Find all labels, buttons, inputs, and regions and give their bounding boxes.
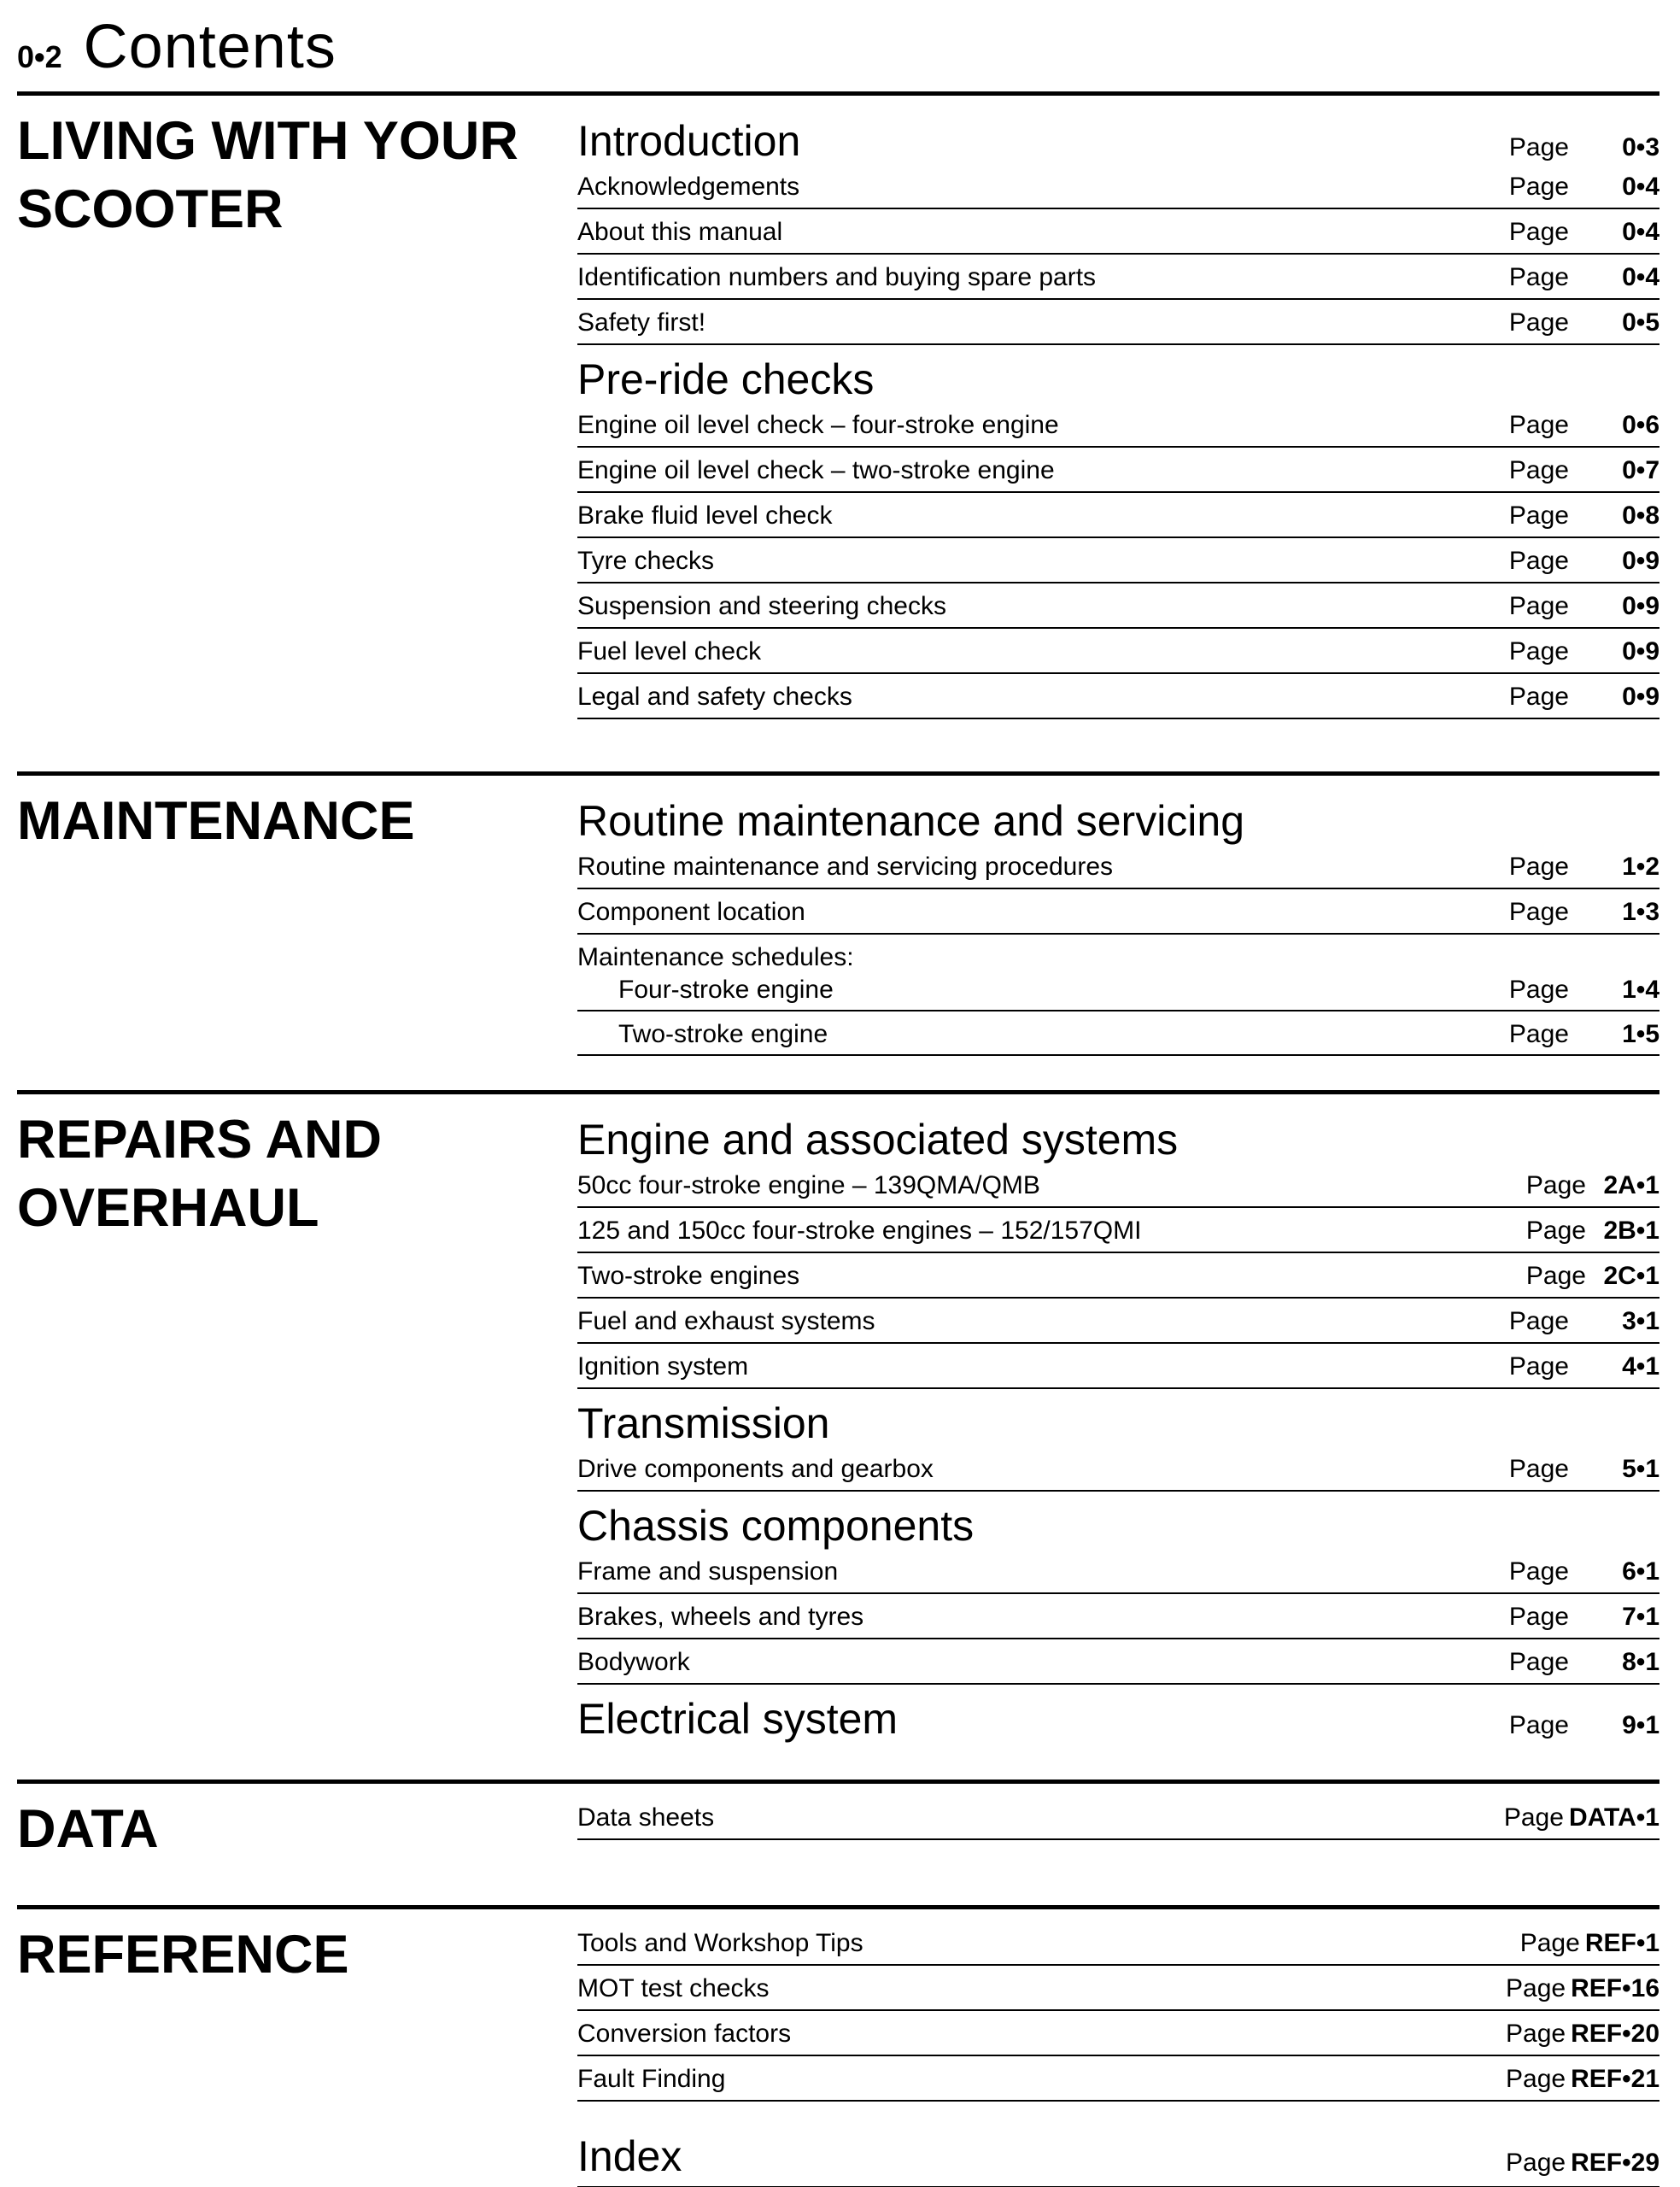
section-label	[17, 1920, 577, 2187]
group-heading-label: Introduction	[577, 117, 801, 165]
page-number-value: 0•5	[1622, 308, 1660, 337]
toc-section	[17, 1905, 1660, 2187]
page-ref	[1506, 1976, 1660, 2002]
toc-item-label: Two-stroke engines	[577, 1262, 800, 1290]
page-number-value: DATA•1	[1568, 1803, 1660, 1832]
page-word-label: Page	[1508, 456, 1569, 484]
page-number-value: 0•4	[1622, 263, 1660, 291]
toc-item	[577, 629, 1660, 674]
page-word-label: Page	[1508, 218, 1569, 246]
toc-item	[577, 1549, 1660, 1594]
group-heading	[577, 799, 1660, 844]
toc-item	[577, 1594, 1660, 1639]
section-content	[577, 1105, 1660, 1742]
page-number-value: 5•1	[1622, 1455, 1660, 1483]
page-number-value: 2A•1	[1603, 1171, 1660, 1199]
page-word-label: Page	[1508, 133, 1569, 161]
toc-item	[577, 967, 1660, 1011]
page-ref	[1509, 900, 1660, 925]
toc-item-label: Maintenance schedules:	[577, 943, 854, 971]
toc-item	[577, 448, 1660, 493]
toc-item-label: Routine maintenance and servicing procedures	[577, 853, 1114, 881]
toc-item-label: Tyre checks	[577, 547, 715, 575]
group-heading	[577, 119, 1660, 164]
page-ref	[1509, 413, 1660, 438]
toc-section	[17, 91, 1660, 771]
page-word-label: Page	[1508, 1020, 1569, 1048]
page-word-label: Page	[1506, 2065, 1566, 2093]
page-ref	[1509, 135, 1660, 161]
page-word-label: Page	[1519, 1929, 1580, 1957]
page-word-label: Page	[1508, 1455, 1569, 1483]
page-ref	[1509, 503, 1660, 529]
page-number-value: REF•1	[1584, 1929, 1660, 1957]
page-ref	[1509, 1309, 1660, 1334]
page-ref	[1509, 265, 1660, 290]
page-word-label: Page	[1525, 1217, 1586, 1245]
toc-item	[577, 538, 1660, 583]
toc-item	[577, 255, 1660, 300]
page-word-label: Page	[1508, 1603, 1569, 1631]
toc-section	[17, 1090, 1660, 1780]
page-number-value: 0•8	[1622, 501, 1660, 530]
group-heading-label: Index	[577, 2132, 682, 2180]
page-ref	[1509, 548, 1660, 574]
toc-item	[577, 493, 1660, 538]
toc-item-label: 125 and 150cc four-stroke engines – 152/157QMI	[577, 1217, 1142, 1245]
page-ref	[1509, 1713, 1660, 1738]
section-label	[17, 1105, 577, 1742]
toc-item	[577, 1163, 1660, 1208]
toc-item-label: Tools and Workshop Tips	[577, 1929, 863, 1957]
toc-item-label: Suspension and steering checks	[577, 592, 946, 620]
toc-item	[577, 844, 1660, 889]
page-ref	[1526, 1173, 1660, 1199]
toc-item	[577, 935, 1660, 971]
page-ref	[1509, 594, 1660, 619]
group-heading-label: Chassis components	[577, 1502, 975, 1550]
page-ref	[1509, 310, 1660, 336]
page-number-value: 9•1	[1622, 1711, 1660, 1739]
page-number-value: 7•1	[1622, 1603, 1660, 1631]
toc-item	[577, 1011, 1660, 1056]
page-ref	[1520, 1931, 1660, 1956]
toc-item-label: Data sheets	[577, 1803, 715, 1832]
toc-item-label: Two-stroke engine	[618, 1020, 828, 1048]
page-word-label: Page	[1508, 898, 1569, 926]
toc-item	[577, 209, 1660, 255]
page-ref	[1504, 1805, 1660, 1831]
toc-item-label: Frame and suspension	[577, 1557, 839, 1586]
section-label-line: DATA	[17, 1799, 159, 1859]
toc-item	[577, 402, 1660, 448]
group-heading	[577, 1697, 1660, 1742]
page-number-value: 8•1	[1622, 1648, 1660, 1676]
toc-item-label: Legal and safety checks	[577, 683, 852, 711]
section-content	[577, 1795, 1660, 1863]
page-number-value: 0•4	[1622, 218, 1660, 246]
page-word-label: Page	[1506, 1974, 1566, 2002]
page-word-label: Page	[1508, 1648, 1569, 1676]
toc-item-label: Component location	[577, 898, 805, 926]
page-number-value: 1•4	[1622, 976, 1660, 1004]
page-header	[17, 0, 1660, 91]
page-ref	[1509, 1457, 1660, 1482]
page-word-label: Page	[1508, 853, 1569, 881]
page-word-label: Page	[1508, 501, 1569, 530]
page-word-label: Page	[1525, 1262, 1586, 1290]
section-label-line: REFERENCE	[17, 1925, 349, 1985]
toc-item	[577, 1446, 1660, 1492]
toc-item	[577, 674, 1660, 719]
toc-section	[17, 1780, 1660, 1905]
group-heading-label: Electrical system	[577, 1695, 899, 1743]
section-label-line: LIVING WITH YOUR	[17, 111, 518, 171]
page-word-label: Page	[1508, 263, 1569, 291]
page-word-label: Page	[1503, 1803, 1564, 1832]
toc-item-label: Fault Finding	[577, 2065, 726, 2093]
toc-item-label: Engine oil level check – four-stroke engine	[577, 411, 1059, 439]
section-label	[17, 107, 577, 719]
page-number-value: 1•5	[1622, 1020, 1660, 1048]
page-number-value: 0•4	[1622, 173, 1660, 201]
toc-item-label: Acknowledgements	[577, 173, 800, 201]
toc-item-label: Conversion factors	[577, 2020, 792, 2048]
toc-item	[577, 2011, 1660, 2056]
toc-item	[577, 1344, 1660, 1389]
page-ref	[1506, 2150, 1660, 2176]
toc-item	[577, 1253, 1660, 1299]
page-word-label: Page	[1508, 637, 1569, 665]
section-content	[577, 787, 1660, 1056]
section-content	[577, 1920, 1660, 2187]
group-heading-label: Pre-ride checks	[577, 355, 875, 403]
group-heading	[577, 357, 1660, 402]
page-word-label: Page	[1508, 173, 1569, 201]
page-word-label: Page	[1508, 1557, 1569, 1586]
toc-item	[577, 583, 1660, 629]
group-heading-label: Engine and associated systems	[577, 1116, 1179, 1164]
toc-item	[577, 164, 1660, 209]
section-label-line: MAINTENANCE	[17, 791, 415, 851]
page-number-value: 0•9	[1622, 637, 1660, 665]
page-word-label: Page	[1506, 2020, 1566, 2048]
page-number-value: 0•9	[1622, 547, 1660, 575]
toc-item-label: Four-stroke engine	[618, 976, 834, 1004]
page-ref	[1509, 1604, 1660, 1630]
section-content	[577, 107, 1660, 719]
group-heading	[577, 2134, 1660, 2187]
page-word-label: Page	[1508, 308, 1569, 337]
page-word-label: Page	[1506, 2149, 1566, 2177]
page-ref	[1509, 458, 1660, 484]
page-word-label: Page	[1508, 1307, 1569, 1335]
page-number-value: 0•9	[1622, 592, 1660, 620]
page-number: 0•2	[17, 39, 62, 74]
page-word-label: Page	[1508, 683, 1569, 711]
group-heading	[577, 1401, 1660, 1446]
toc-item-label: MOT test checks	[577, 1974, 770, 2002]
group-heading	[577, 1117, 1660, 1163]
page-number-value: 4•1	[1622, 1352, 1660, 1381]
toc-item-label: Drive components and gearbox	[577, 1455, 934, 1483]
page-ref	[1509, 1650, 1660, 1675]
page-word-label: Page	[1508, 592, 1569, 620]
page-number-value: 1•3	[1622, 898, 1660, 926]
toc-item	[577, 300, 1660, 345]
toc-item-label: Engine oil level check – two-stroke engine	[577, 456, 1055, 484]
page-number-value: 2B•1	[1603, 1217, 1660, 1245]
page-number-value: 0•9	[1622, 683, 1660, 711]
page-word-label: Page	[1508, 411, 1569, 439]
page-word-label: Page	[1525, 1171, 1586, 1199]
section-label	[17, 1795, 577, 1863]
section-label-line: SCOOTER	[17, 179, 284, 239]
page-ref	[1509, 174, 1660, 200]
page-number-value: 0•3	[1622, 133, 1660, 161]
toc-item-label: Fuel level check	[577, 637, 762, 665]
group-heading-label: Transmission	[577, 1399, 830, 1447]
page-word-label: Page	[1508, 547, 1569, 575]
toc-item-label: Ignition system	[577, 1352, 749, 1381]
page-number-value: 0•7	[1622, 456, 1660, 484]
page-number-value: REF•20	[1571, 2020, 1660, 2048]
toc-item-label: About this manual	[577, 218, 783, 246]
section-label	[17, 787, 577, 1056]
page-number-value: 6•1	[1622, 1557, 1660, 1586]
page-number-value: REF•21	[1571, 2065, 1660, 2093]
toc-item-label: Brake fluid level check	[577, 501, 833, 530]
page-ref	[1509, 639, 1660, 665]
section-label-line: OVERHAUL	[17, 1178, 319, 1238]
toc-item	[577, 1966, 1660, 2011]
toc-item	[577, 1795, 1660, 1840]
toc-item	[577, 1920, 1660, 1966]
page-number-value: 3•1	[1622, 1307, 1660, 1335]
section-label-line: REPAIRS AND	[17, 1110, 383, 1170]
toc-item-label: Fuel and exhaust systems	[577, 1307, 875, 1335]
toc-item	[577, 889, 1660, 935]
group-heading-label: Routine maintenance and servicing	[577, 797, 1245, 845]
page-ref	[1509, 1559, 1660, 1585]
group-heading	[577, 1504, 1660, 1549]
page-word-label: Page	[1508, 976, 1569, 1004]
toc-item-label: 50cc four-stroke engine – 139QMA/QMB	[577, 1171, 1040, 1199]
page-word-label: Page	[1508, 1352, 1569, 1381]
page-ref	[1506, 2067, 1660, 2092]
page-ref	[1509, 220, 1660, 245]
toc-item-label: Bodywork	[577, 1648, 690, 1676]
page-number-value: 2C•1	[1603, 1262, 1660, 1290]
page-ref	[1509, 684, 1660, 710]
page-number-value: REF•16	[1571, 1974, 1660, 2002]
page-ref	[1509, 1354, 1660, 1380]
page-number-value: REF•29	[1571, 2149, 1660, 2177]
toc-item	[577, 2056, 1660, 2102]
page-ref	[1506, 2021, 1660, 2047]
toc-item-label: Identification numbers and buying spare parts	[577, 263, 1097, 291]
toc-item	[577, 1639, 1660, 1685]
toc-item-label: Brakes, wheels and tyres	[577, 1603, 864, 1631]
page-ref	[1526, 1218, 1660, 1244]
page-word-label: Page	[1508, 1711, 1569, 1739]
page-title: Contents	[83, 13, 337, 81]
page-number-value: 1•2	[1622, 853, 1660, 881]
toc-sections	[17, 91, 1660, 2187]
page-ref	[1509, 1022, 1660, 1047]
toc-section	[17, 771, 1660, 1090]
page-ref	[1509, 854, 1660, 880]
toc-item	[577, 1299, 1660, 1344]
toc-item	[577, 1208, 1660, 1253]
page-ref	[1526, 1264, 1660, 1289]
page-number-value: 0•6	[1622, 411, 1660, 439]
toc-item-label: Safety first!	[577, 308, 706, 337]
page-ref	[1509, 977, 1660, 1003]
